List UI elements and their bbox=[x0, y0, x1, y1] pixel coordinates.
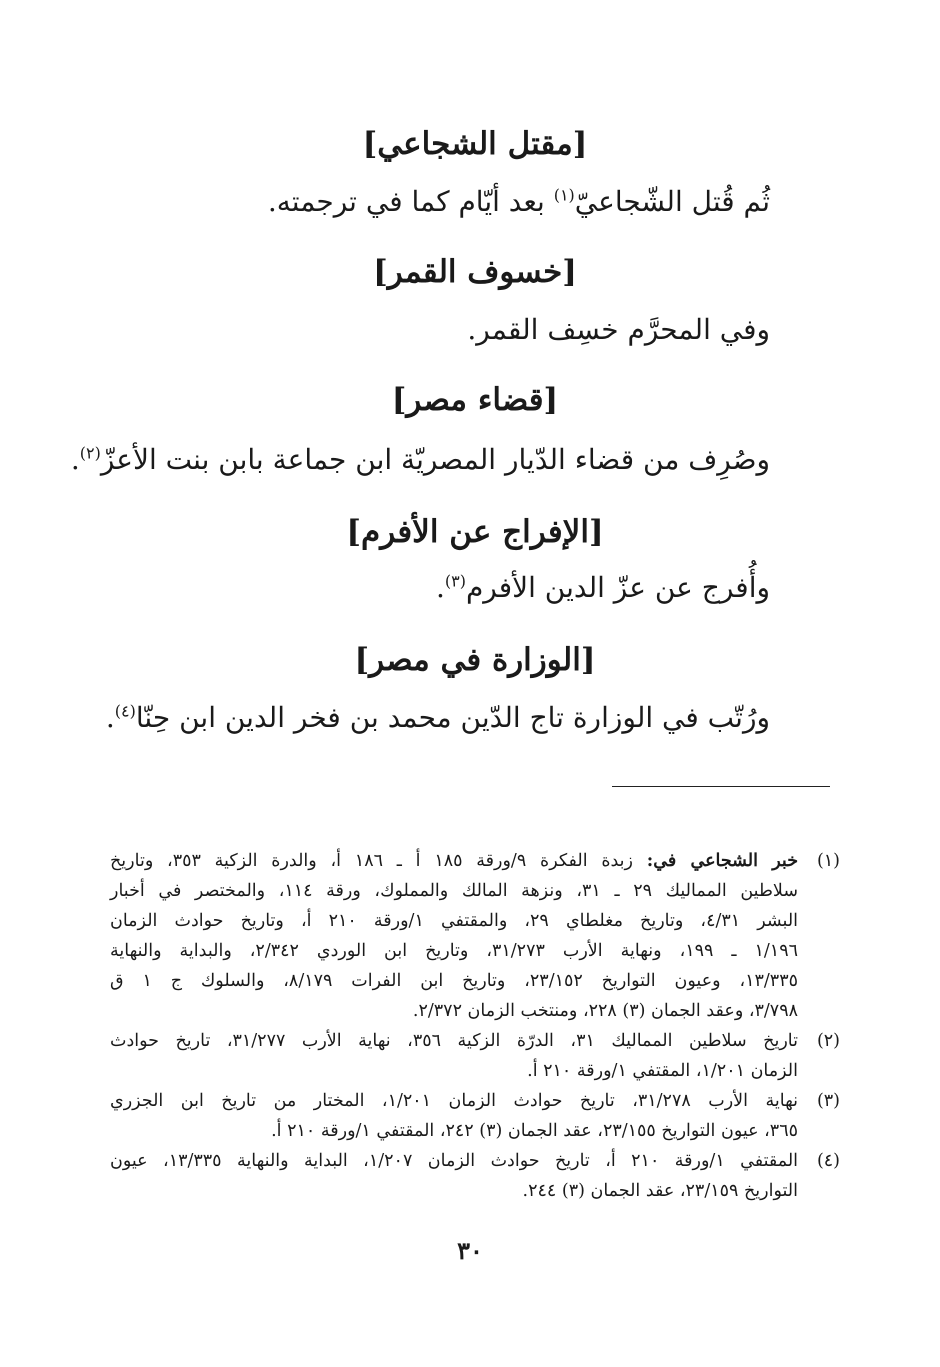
footnote-4 bbox=[110, 1146, 840, 1206]
paragraph-text-tail: . bbox=[435, 571, 445, 604]
footnote-line: المقتفي ١/ورقة ٢١٠ أ، تاريخ حوادث الزمان ١/٢٠٧، البداية والنهاية ١٣/٣٣٥، عيون bbox=[110, 1151, 799, 1171]
footnote-ref-1[interactable]: (١) bbox=[553, 185, 575, 205]
section-heading-lunar-eclipse: [خسوف القمر] bbox=[373, 254, 577, 290]
footnote-line: ١/١٩٦ ـ ١٩٩، ونهاية الأرب ٣١/٢٧٣، وتاريخ ابن الوردي ٢/٣٤٢، والبداية والنهاية bbox=[110, 941, 799, 961]
section-heading-egypt-vizierate: [الوزارة في مصر] bbox=[354, 642, 596, 678]
footnote-line: ٣/٧٩٨، وعقد الجمان (٣) ٢٢٨، ومنتخب الزمان ٢/٣٧٢. bbox=[412, 1001, 798, 1021]
section-heading-afram-release: [الإفراج عن الأفرم] bbox=[346, 514, 604, 550]
paragraph-text: ثُم قُتل الشّجاعيّ bbox=[574, 185, 770, 218]
paragraph-text-tail: . bbox=[70, 443, 80, 476]
section-heading-egypt-judgeship: [قضاء مصر] bbox=[391, 382, 559, 418]
footnote-number: (٣) bbox=[816, 1091, 840, 1111]
footnote-ref-4[interactable]: (٤) bbox=[114, 701, 136, 721]
footnote-line: ٣٦٥، عيون التواريخ ٢٣/١٥٥، عقد الجمان (٣) ٢٤٢، المقتفي ١/ورقة ٢١٠ أ. bbox=[271, 1121, 798, 1141]
footnote-line: تاريخ سلاطين المماليك ٣١، الدرّة الزكية ٣٥٦، نهاية الأرب ٣١/٢٧٧، تاريخ حوادث bbox=[110, 1031, 798, 1051]
footnote-number: (٢) bbox=[816, 1031, 840, 1051]
footnote-ref-3[interactable]: (٣) bbox=[444, 571, 466, 591]
paragraph-text-tail: بعد أيّام كما في ترجمته. bbox=[267, 185, 554, 218]
footnote-3 bbox=[110, 1086, 840, 1146]
page-number: ٣٠ bbox=[457, 1236, 483, 1265]
footnote-ref-2[interactable]: (٢) bbox=[79, 443, 101, 463]
footnote-1 bbox=[110, 846, 840, 1026]
footnotes bbox=[110, 846, 840, 1206]
paragraph-text: وأُفرج عن عزّ الدين الأفرم bbox=[465, 571, 770, 604]
footnote-number: (١) bbox=[816, 851, 840, 871]
footnote-line: سلاطين المماليك ٢٩ ـ ٣١، ونزهة المالك والمملوك، ورقة ١١٤، والمختصر في أخبار bbox=[110, 881, 798, 901]
paragraph-afram-release bbox=[150, 568, 770, 608]
paragraph-text: وصُرِف من قضاء الدّيار المصريّة ابن جماعة بابن بنت الأعزّ bbox=[100, 443, 770, 476]
paragraph-egypt-vizierate bbox=[70, 698, 770, 738]
footnote-line: نهاية الأرب ٣١/٢٧٨، تاريخ حوادث الزمان ١/٢٠١، المختار من تاريخ ابن الجزري bbox=[110, 1091, 799, 1111]
footnote-separator bbox=[612, 786, 830, 787]
footnote-number: (٤) bbox=[816, 1151, 840, 1171]
paragraph-lunar-eclipse bbox=[150, 310, 770, 350]
paragraph-text-tail: . bbox=[105, 701, 115, 734]
section-heading-shujai-killing: [مقتل الشجاعي] bbox=[362, 126, 588, 162]
footnote-line: خبر الشجاعي في: زبدة الفكرة ٩/ورقة ١٨٥ أ ـ ١٨٦ أ، والدرة الزكية ٣٥٣، وتاريخ bbox=[110, 851, 799, 871]
footnote-line: التواريخ ٢٣/١٥٩، عقد الجمان (٣) ٢٤٤. bbox=[522, 1181, 798, 1201]
footnote-line: الزمان ١/٢٠١، المقتفي ١/ورقة ٢١٠ أ. bbox=[527, 1061, 798, 1081]
footnote-line: البشر ٤/٣١، وتاريخ مغلطاي ٢٩، والمقتفي ١/ورقة ٢١٠ أ، وتاريخ حوادث الزمان bbox=[110, 911, 799, 931]
paragraph-text: ورُتّب في الوزارة تاج الدّين محمد بن فخر الدين ابن حِنّا bbox=[135, 701, 770, 734]
footnote-line: ١٣/٣٣٥، وعيون التواريخ ٢٣/١٥٢، وتاريخ ابن الفرات ٨/١٧٩، والسلوك ج ١ ق bbox=[110, 971, 799, 991]
paragraph-egypt-judgeship bbox=[70, 440, 770, 480]
footnote-lead: خبر الشجاعي في: bbox=[646, 851, 799, 871]
footnote-2 bbox=[110, 1026, 840, 1086]
paragraph-text: وفي المحرَّم خسِف القمر. bbox=[467, 313, 770, 346]
paragraph-shujai-killing bbox=[150, 182, 770, 222]
